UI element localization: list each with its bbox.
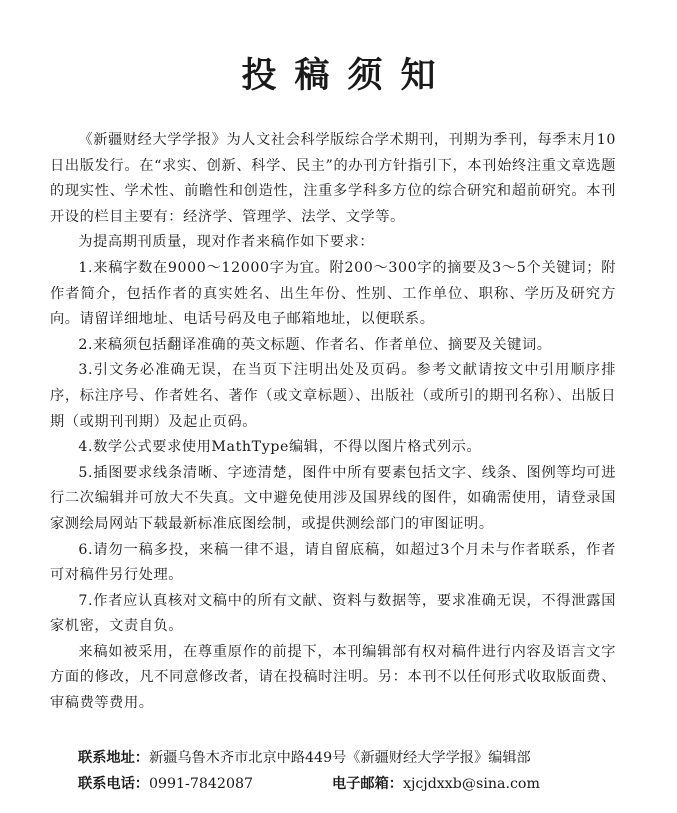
address-value: 新疆乌鲁木齐市北京中路449号《新疆财经大学学报》编辑部 [148,750,531,766]
requirement-6: 6.请勿一稿多投，来稿一律不退，请自留底稿，如超过3个月未与作者联系，作者可对稿件另行处理。 [50,541,616,584]
contact-info [78,772,638,796]
guidelines-body [50,128,616,717]
requirement-1: 1.来稿字数在9000～12000字为宜。附200～300字的摘要及3～5个关键词；附作者简介，包括作者的真实姓名、出生年份、性别、工作单位、职称、学历及研究方向。请留详细地址、电话号码及电子邮箱地址，以便联系。 [50,259,616,328]
email-label: 电子邮箱： [332,776,403,792]
email-value[interactable]: xjcjdxxb@sina.com [402,776,540,792]
email-block [332,772,540,796]
phone-value: 0991-7842087 [148,776,254,792]
page-title: 投稿须知 [241,56,454,96]
address-label: 联系地址： [78,750,149,766]
requirements-intro: 为提高期刊质量，现对作者来稿作如下要求： [78,234,375,251]
requirement-5: 5.插图要求线条清晰、字迹清楚，图件中所有要素包括文字、线条、图例等均可进行二次编辑并可放大不失真。文中避免使用涉及国界线的图件，如确需使用，请登录国家测绘局网站下载最新标准底图绘制，或提供测绘部门的审图证明。 [50,464,616,532]
requirement-2: 2.来稿须包括翻译准确的英文标题、作者名、作者单位、摘要及关键词。 [78,336,552,353]
contact-address [78,746,638,770]
closing-paragraph: 来稿如被采用，在尊重原作的前提下，本刊编辑部有权对稿件进行内容及语言文字方面的修改，凡不同意修改者，请在投稿时注明。另：本刊不以任何形式收取版面费、审稿费等费用。 [50,643,616,712]
phone-label: 联系电话： [78,776,149,792]
requirement-3: 3.引文务必准确无误，在当页下注明出处及页码。参考文献请按文中引用顺序排序，标注序号、作者姓名、著作（或文章标题）、出版社（或所引的期刊名称）、出版日期（或期刊刊期）及起止页码。 [50,362,616,430]
intro-paragraph: 《新疆财经大学学报》为人文社会科学版综合学术期刊，刊期为季刊，每季末月10日出版发行。在“求实、创新、科学、民主”的办刊方针指引下，本刊始终注重文章选题的现实性、学术性、前瞻性和创造性，注重多学科多方位的综合研究和超前研究。本刊开设的栏目主要有：经济学、管理学、法学、文学等。 [50,132,616,225]
requirement-4: 4.数学公式要求使用MathType编辑，不得以图片格式列示。 [78,439,482,456]
requirement-7: 7.作者应认真核对文稿中的所有文献、资料与数据等，要求准确无误，不得泄露国家机密，文责自负。 [50,592,616,635]
